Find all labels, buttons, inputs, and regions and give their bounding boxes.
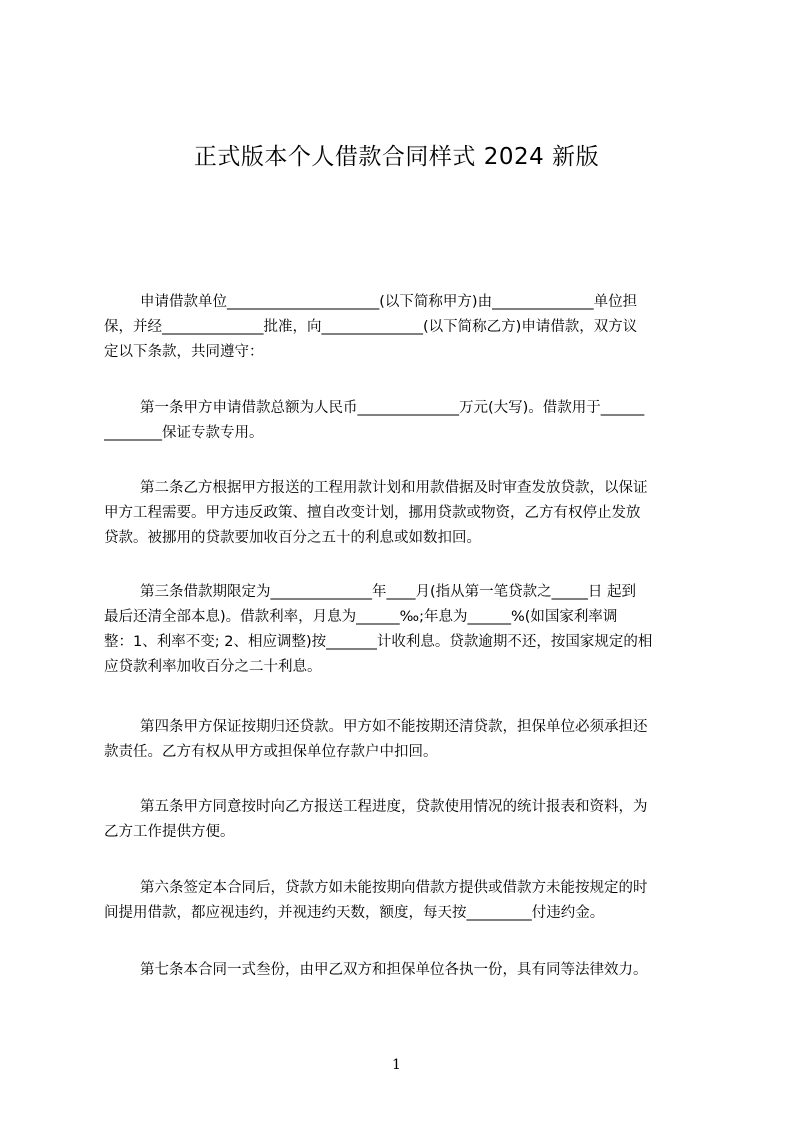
paragraph-line: 间提用借款，都应视违约，并视违约天数，额度，每天按_________付违约金。	[104, 905, 605, 921]
paragraph-line: 最后还清全部本息)。借款利率，月息为______‰;年息为______%(如国家利率调	[104, 609, 618, 625]
clause-7	[104, 958, 700, 983]
paragraph-line: 甲方工程需要。甲方违反政策、擅自改变计划，挪用贷款或物资，乙方有权停止发放	[104, 505, 641, 521]
paragraph-line: 定以下条款，共同遵守：	[104, 344, 264, 360]
paragraph-line: 第三条借款期限定为______________年____月(指从第一笔贷款之_____日 起到	[140, 584, 637, 600]
paragraph-line: ________保证专款专用。	[104, 425, 264, 441]
paragraph-line: 款责任。乙方有权从甲方或担保单位存款户中扣回。	[104, 744, 438, 760]
document-title: 正式版本个人借款合同样式 2024 新版	[193, 144, 600, 170]
paragraph-line: 保，并经______________批准，向______________(以下简称乙方)申请借款，双方议	[104, 319, 638, 335]
page-number: 1	[392, 1057, 401, 1073]
clause-1	[104, 396, 700, 446]
paragraph-line: 贷款。被挪用的贷款要加收百分之五十的利息或如数扣回。	[104, 530, 481, 546]
paragraph-line: 第七条本合同一式叁份，由甲乙双方和担保单位各执一份，具有同等法律效力。	[140, 962, 648, 978]
clause-5	[104, 795, 700, 845]
clause-6	[104, 876, 700, 926]
clause-4	[104, 715, 700, 765]
paragraph-line: 整：1、利率不变; 2、相应调整)按_______计收利息。贷款逾期不还，按国家规定的相	[104, 634, 653, 650]
paragraph-line: 第一条甲方申请借款总额为人民币______________万元(大写)。借款用于______	[140, 400, 645, 416]
paragraph-line: 乙方工作提供方便。	[104, 824, 235, 840]
paragraph-line: 第六条签定本合同后，贷款方如未能按期向借款方提供或借款方未能按规定的时	[140, 880, 648, 896]
paragraph-line: 应贷款利率加收百分之二十利息。	[104, 659, 322, 675]
paragraph-line: 第五条甲方同意按时向乙方报送工程进度，贷款使用情况的统计报表和资料，为	[140, 799, 648, 815]
paragraph-line: 第二条乙方根据甲方报送的工程用款计划和用款借据及时审查发放贷款，以保证	[140, 480, 648, 496]
paragraph-line: 第四条甲方保证按期归还贷款。甲方如不能按期还清贷款，担保单位必须承担还	[140, 719, 648, 735]
paragraph-preamble	[104, 290, 700, 365]
paragraph-line: 申请借款单位_____________________(以下简称甲方)由______________单位担	[140, 294, 638, 310]
clause-3	[104, 580, 700, 680]
clause-2	[104, 476, 700, 551]
